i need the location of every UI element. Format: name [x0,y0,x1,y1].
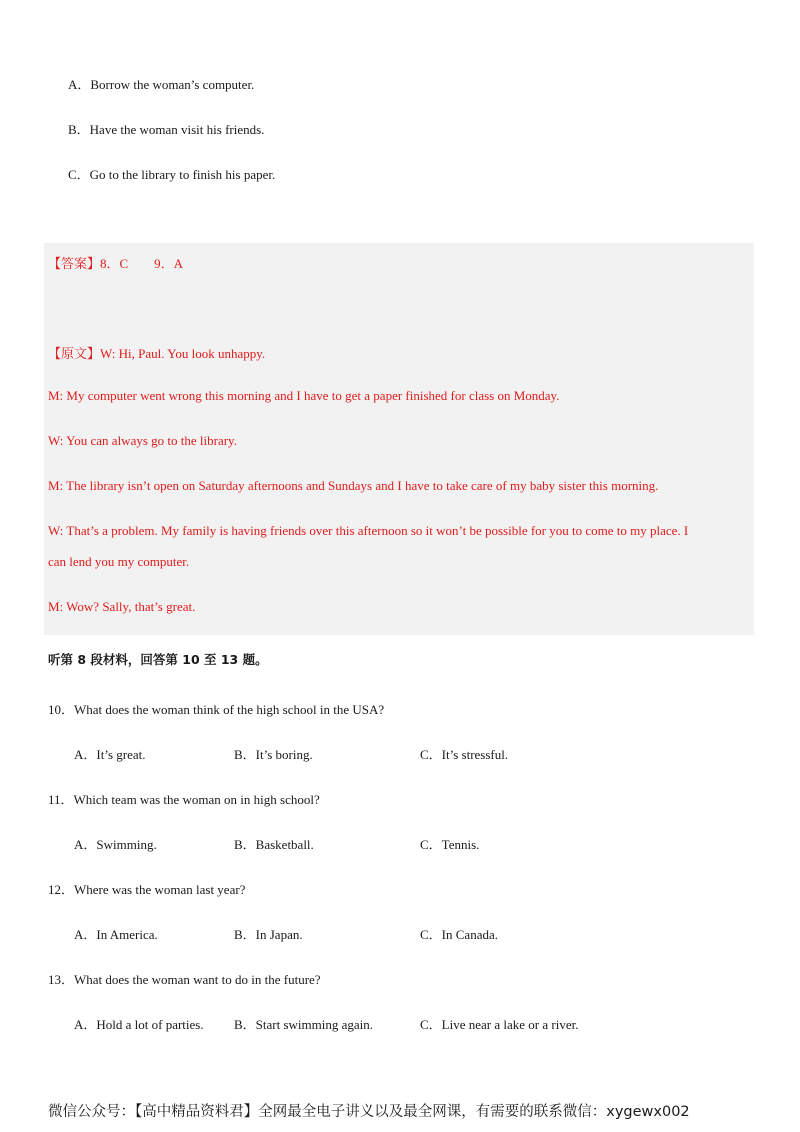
transcript-line: can lend you my computer. [48,554,190,569]
section-heading: 听第 8 段材料，回答第 10 至 13 题。 [48,652,268,667]
question-10: 10．What does the woman think of the high school in the USA? [48,702,385,717]
question-12: 12．Where was the woman last year? [48,882,246,897]
option-b: B．Basketball. [234,837,314,852]
option-b: B．It’s boring. [234,747,313,762]
question-13: 13．What does the woman want to do in the future? [48,972,321,987]
footer-watermark: 微信公众号：【高中精品资料君】全网最全电子讲义以及最全网课，有需要的联系微信：xygewx002 [48,1104,690,1120]
option-b: B．Start swimming again. [234,1017,374,1032]
option-a: A．It’s great. [74,747,146,762]
option-a: A．Swimming. [74,837,157,852]
transcript-line: M: The library isn’t open on Saturday afternoons and Sundays and I have to take care of my baby sister this morning. [48,478,659,493]
option-a: A．Hold a lot of parties. [74,1017,204,1032]
answer-box [44,243,754,635]
option-c: C．Tennis. [420,837,480,852]
option-c: C．Live near a lake or a river. [420,1017,579,1032]
question-11: 11．Which team was the woman on in high school? [48,792,320,807]
transcript-line: M: My computer went wrong this morning and I have to get a paper finished for class on Monday. [48,388,560,403]
option-c: C．In Canada. [420,927,498,942]
option-c: C．It’s stressful. [420,747,509,762]
transcript-line: W: That’s a problem. My family is having friends over this afternoon so it won’t be possible for you to come to my place. I [48,523,689,538]
transcript-line: W: You can always go to the library. [48,433,237,448]
option-a: A．In America. [74,927,158,942]
option-b: B．In Japan. [234,927,303,942]
option-a-prev: A．Borrow the woman’s computer. [68,77,255,92]
option-c-prev: C．Go to the library to finish his paper. [68,167,276,182]
transcript-line: M: Wow? Sally, that’s great. [48,599,196,614]
answer-line: 【答案】8．C 9．A [48,256,184,271]
option-b-prev: B．Have the woman visit his friends. [68,122,265,137]
transcript-line: 【原文】W: Hi, Paul. You look unhappy. [48,346,266,361]
